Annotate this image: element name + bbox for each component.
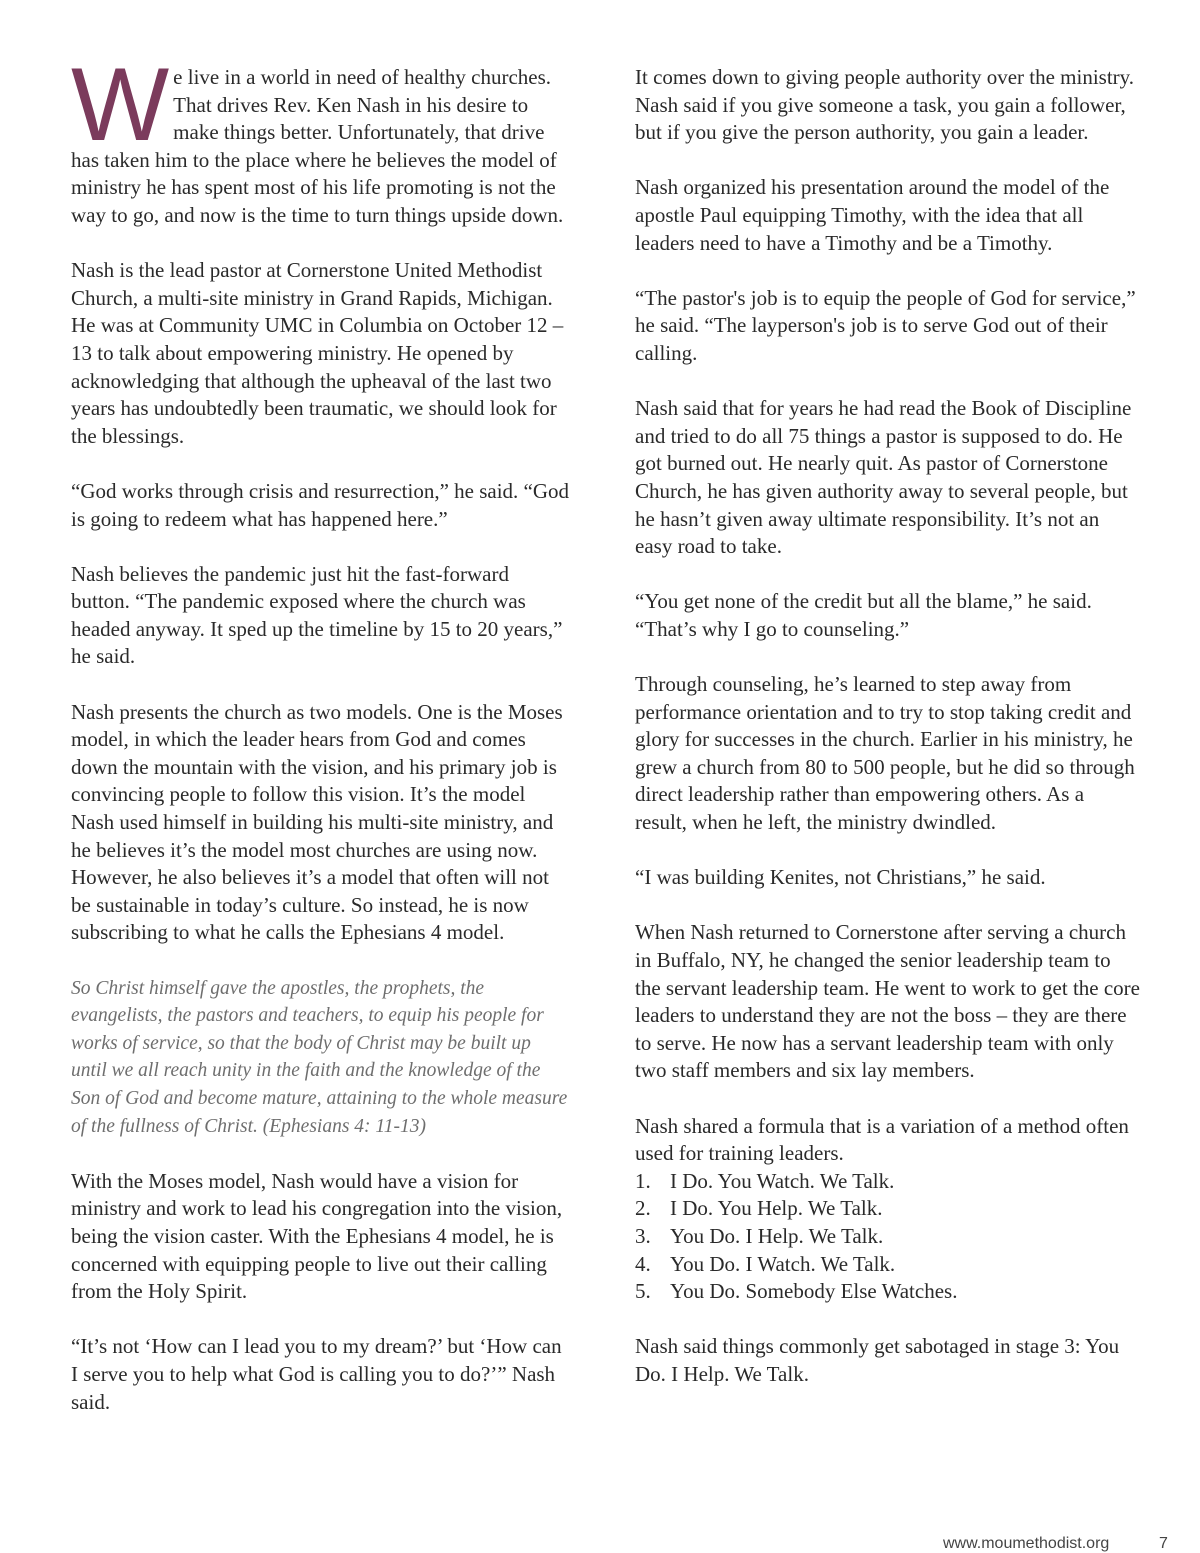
formula-steps-list bbox=[635, 1168, 1140, 1306]
formula-step bbox=[635, 1278, 1140, 1306]
step-number: 5. bbox=[635, 1279, 651, 1304]
intro-text: e live in a world in need of healthy churches. That drives Rev. Ken Nash in his desire to make things better. Unfortunately, that drive has taken him to the place where he believes the model of ministry he has spent most of his life promoting is not the way to go, and now is the time to turn things upside down. bbox=[71, 65, 564, 227]
article-paragraph: “You get none of the credit but all the blame,” he said. “That’s why I go to counseling.” bbox=[635, 589, 1092, 641]
step-text: I Do. You Watch. We Talk. bbox=[670, 1168, 895, 1193]
article-paragraph: When Nash returned to Cornerstone after serving a church in Buffalo, NY, he changed the senior leadership team to the servant leadership team. He went to work to get the core leaders to understand they are not the boss – they are there to serve. He now has a servant leadership team with only two staff members and six lay members. bbox=[635, 920, 1140, 1083]
scripture-quote: So Christ himself gave the apostles, the prophets, the evangelists, the pastors and teachers, to equip his people for works of service, so that the body of Christ may be built up until we all reach unity in the faith and the knowledge of the Son of God and become mature, attaining to the whole measure of the fullness of Christ. (Ephesians 4: 11-13) bbox=[71, 977, 568, 1137]
step-number: 4. bbox=[635, 1251, 651, 1276]
formula-block bbox=[635, 1113, 1140, 1306]
article-paragraph: “I was building Kenites, not Christians,” he said. bbox=[635, 865, 1046, 890]
right-column bbox=[635, 64, 1140, 1416]
article-paragraph: “It’s not ‘How can I lead you to my dream?’ but ‘How can I serve you to help what God is calling you to do?’” Nash said. bbox=[71, 1334, 562, 1414]
formula-step bbox=[635, 1168, 1140, 1196]
closing-paragraph: Nash said things commonly get sabotaged in stage 3: You Do. I Help. We Talk. bbox=[635, 1334, 1120, 1386]
article-paragraph: “The pastor's job is to equip the people of God for service,” he said. “The layperson's job is to serve God out of their calling. bbox=[635, 285, 1136, 365]
formula-step bbox=[635, 1195, 1140, 1223]
article-paragraph: Nash presents the church as two models. One is the Moses model, in which the leader hears from God and comes down the mountain with the vision, and his primary job is convincing people to follow this vision. It’s the model Nash used himself in building his multi-site ministry, and he believes it’s the model most churches are using now. However, he also believes it’s a model that often will not be sustainable in today’s culture. So instead, he is now subscribing to what he calls the Ephesians 4 model. bbox=[71, 699, 563, 945]
formula-step bbox=[635, 1223, 1140, 1251]
step-number: 2. bbox=[635, 1196, 651, 1221]
formula-intro: Nash shared a formula that is a variation of a method often used for training leaders. bbox=[635, 1113, 1129, 1166]
step-text: I Do. You Help. We Talk. bbox=[670, 1196, 883, 1221]
formula-step bbox=[635, 1251, 1140, 1279]
article-paragraph: With the Moses model, Nash would have a vision for ministry and work to lead his congregation into the vision, being the vision caster. With the Ephesians 4 model, he is concerned with equipping people to live out their calling from the Holy Spirit. bbox=[71, 1168, 563, 1304]
step-number: 1. bbox=[635, 1168, 651, 1193]
article-paragraph: Nash said that for years he had read the Book of Discipline and tried to do all 75 things a pastor is supposed to do. He got burned out. He nearly quit. As pastor of Cornerstone Church, he has given authority away to several people, but he hasn’t given away ultimate responsibility. It’s not an easy road to take. bbox=[635, 396, 1132, 559]
drop-cap: W bbox=[71, 47, 164, 163]
step-text: You Do. I Watch. We Talk. bbox=[670, 1251, 896, 1276]
article-paragraph: “God works through crisis and resurrection,” he said. “God is going to redeem what has happened here.” bbox=[71, 478, 570, 531]
page-number: 7 bbox=[1159, 1535, 1168, 1552]
article-intro-paragraph bbox=[71, 47, 571, 230]
article-paragraph: It comes down to giving people authority over the ministry. Nash said if you give someone a task, you gain a follower, but if you give the person authority, you gain a leader. bbox=[635, 65, 1135, 145]
article-paragraph: Nash organized his presentation around the model of the apostle Paul equipping Timothy, with the idea that all leaders need to have a Timothy and be a Timothy. bbox=[635, 175, 1110, 255]
step-number: 3. bbox=[635, 1223, 651, 1248]
left-column bbox=[71, 47, 571, 1444]
article-paragraph: Nash believes the pandemic just hit the fast-forward button. “The pandemic exposed where the church was headed anyway. It sped up the timeline by 15 to 20 years,” he said. bbox=[71, 561, 563, 669]
article-paragraph: Through counseling, he’s learned to step away from performance orientation and to try to stop taking credit and glory for successes in the church. Earlier in his ministry, he grew a church from 80 to 500 people, but he did so through direct leadership rather than empowering others. As a result, when he left, the ministry dwindled. bbox=[635, 672, 1135, 835]
footer-website-link[interactable]: www.moumethodist.org bbox=[943, 1535, 1110, 1552]
article-paragraph: Nash is the lead pastor at Cornerstone United Methodist Church, a multi-site ministry in Grand Rapids, Michigan. He was at Community UMC in Columbia on October 12 – 13 to talk about empowering ministry. He opened by acknowledging that although the upheaval of the last two years has undoubtedly been traumatic, we should look for the blessings. bbox=[71, 258, 564, 448]
step-text: You Do. I Help. We Talk. bbox=[670, 1223, 884, 1248]
step-text: You Do. Somebody Else Watches. bbox=[670, 1279, 958, 1304]
